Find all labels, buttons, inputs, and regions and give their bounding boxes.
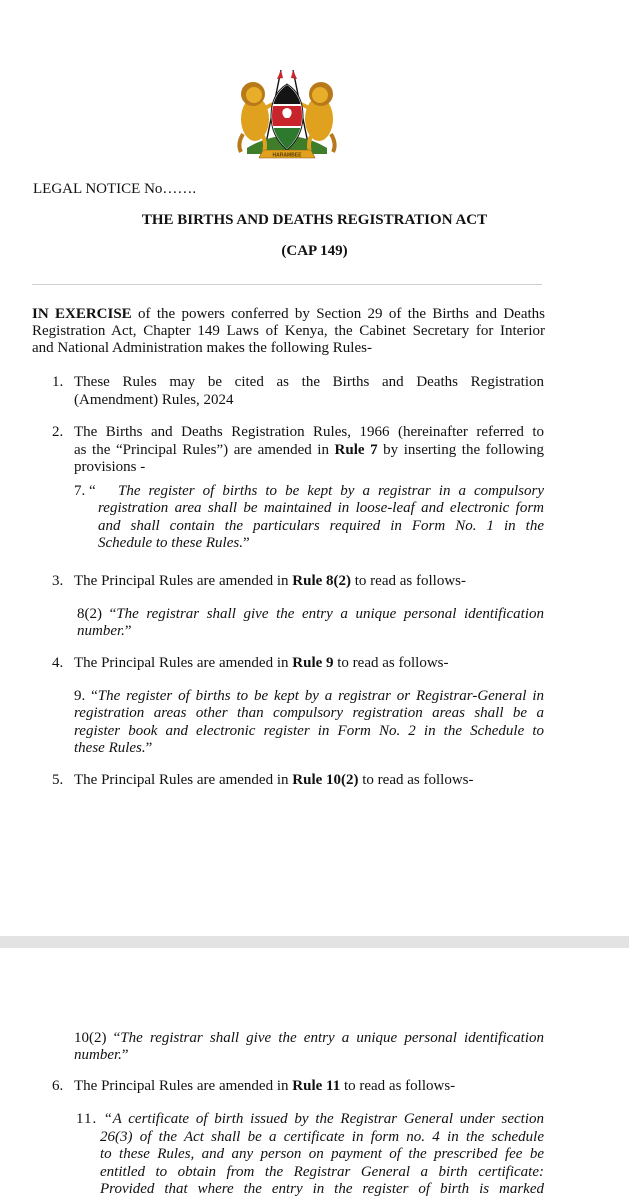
item-number-3: 3.	[52, 573, 64, 589]
item-6-text: The Principal Rules are amended in Rule 11 to read as follows-	[74, 1078, 456, 1094]
spear-head-right	[291, 70, 297, 79]
rule-ref-7: Rule 7	[334, 441, 378, 458]
legal-notice-number: LEGAL NOTICE No…….	[33, 181, 197, 197]
quote-rule-7-number: 7. “	[74, 483, 96, 499]
quote-rule-9: 9. “The register of births to be kept by a registrar or Registrar-General in registration areas other than compulsory registration areas shall be a register book and electronic register in Form No. 2 in the Schedule to these Rules.”	[74, 688, 544, 756]
quote-rule-11-number: 11. “	[76, 1111, 113, 1127]
item-number-5: 5.	[52, 772, 64, 788]
act-chapter: (CAP 149)	[281, 243, 348, 259]
document-page-2	[0, 948, 629, 1200]
act-title: THE BIRTHS AND DEATHS REGISTRATION ACT	[141, 212, 488, 228]
quote-rule-8-2: 8(2) “The registrar shall give the entry a unique personal identification number.”	[77, 606, 544, 640]
preamble-lead: IN EXERCISE	[32, 306, 132, 322]
item-2-text: The Births and Deaths Registration Rules, 1966 (hereinafter referred to as the “Principal Rules”) are amended in Rule 7 by inserting the following provisions -	[74, 424, 545, 475]
motto-text: HARAMBEE	[272, 152, 302, 159]
quote-rule-7: The register of births to be kept by a registrar in a compulsory registration area shall be maintained in loose-leaf and electronic form and shall contain the particulars required in Form No. 1 in the Schedule to these Rules.”	[98, 483, 544, 551]
item-3-text: The Principal Rules are amended in Rule 8(2) to read as follows-	[74, 573, 466, 589]
item-1-text: These Rules may be cited as the Births and Deaths Registration (Amendment) Rules, 2024	[74, 374, 544, 408]
item-number-1: 1.	[52, 374, 64, 390]
page-separator	[0, 936, 629, 948]
rule-ref-9: Rule 9	[292, 655, 334, 671]
rule-ref-11: Rule 11	[292, 1078, 341, 1094]
quote-rule-10-2-number: 10(2) “	[74, 1030, 121, 1046]
kenya-coat-of-arms-emblem	[233, 64, 341, 162]
quote-rule-10-2: 10(2) “The registrar shall give the entry a unique personal identification number.”	[74, 1030, 544, 1064]
quote-rule-9-number: 9. “	[74, 688, 98, 704]
item-4-text: The Principal Rules are amended in Rule 9 to read as follows-	[74, 655, 449, 671]
rule-ref-10-2: Rule 10(2)	[292, 772, 359, 788]
quote-rule-8-2-number: 8(2) “	[77, 606, 117, 622]
item-number-2: 2.	[52, 424, 64, 440]
rule-ref-8-2: Rule 8(2)	[292, 573, 352, 589]
item-number-4: 4.	[52, 655, 64, 671]
preamble-paragraph: IN EXERCISE of the powers conferred by Section 29 of the Births and Deaths Registration Act, Chapter 149 Laws of Kenya, the Cabinet Secretary for Interior and National Administration makes the following Rules-	[32, 306, 545, 357]
item-number-6: 6.	[52, 1078, 64, 1094]
header-divider	[32, 284, 542, 285]
quote-rule-11: 11. “A certificate of birth issued by the Registrar General under section 26(3) of the Act shall be a certificate in form no. 4 in the schedule to these Rules, and any person on payment of the prescribed fee be entitled to obtain from the Registrar General a birth certificate: Provided that where the entry in the register of birth is marked	[76, 1111, 544, 1198]
cockerel	[282, 108, 291, 118]
item-5-text: The Principal Rules are amended in Rule 10(2) to read as follows-	[74, 772, 474, 788]
spear-head-left	[277, 70, 283, 79]
